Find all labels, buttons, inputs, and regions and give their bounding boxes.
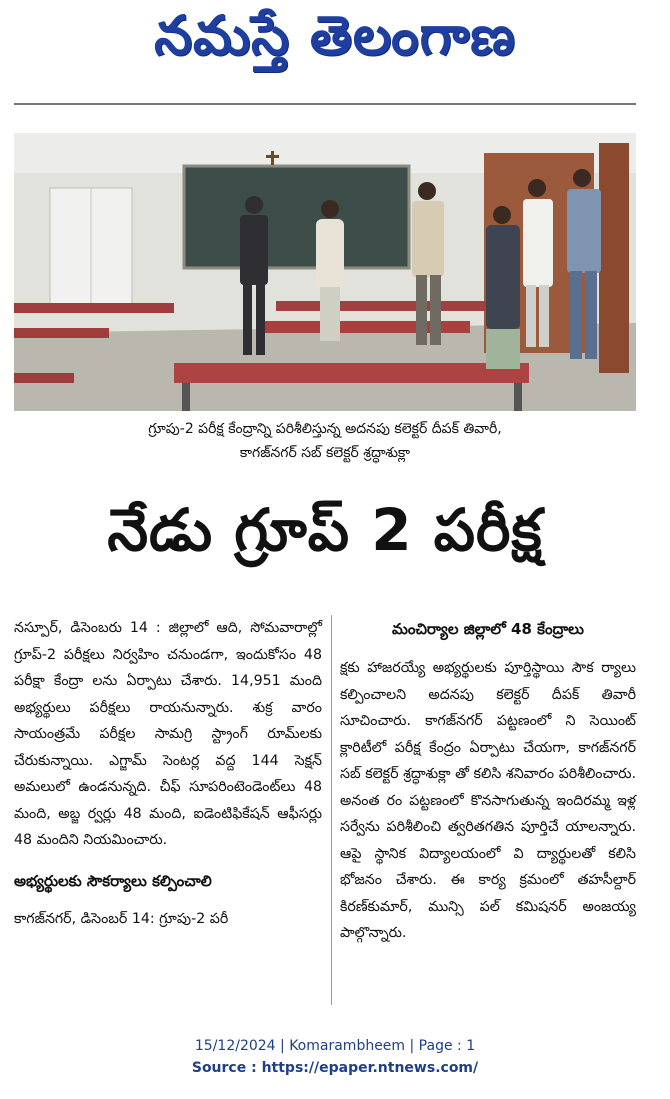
caption-line: గ్రూపు-2 పరీక్ష కేంద్రాన్ని పరిశీలిస్తున్న అదనపు కలెక్టర్ దీపక్ తివారీ, [148, 421, 502, 437]
article-paragraph: కాగజ్‌నగర్, డిసెంబర్ 14: గ్రూపు-2 పరీ [14, 911, 229, 927]
footer-source-link[interactable]: Source : https://epaper.ntnews.com/ [191, 1060, 479, 1076]
masthead-rule [14, 103, 636, 105]
footer-date-edition: 15/12/2024 | Komarambheem | Page : 1 [194, 1038, 476, 1054]
article-subhead: అభ్యర్థులకు సౌకర్యాలు కల్పించాలి [14, 871, 212, 890]
masthead [0, 0, 670, 100]
article-paragraph: క్షకు హాజరయ్యే అభ్యర్థులకు పూర్తిస్థాయి సౌక ర్యాలు కల్పించాలని అదనపు కలెక్టర్ దీపక్ తివారీ సూచించారు. కాగజ్‌నగర్ పట్టణంలో ని సెయింట్ క్లారిటీలో పరీక్ష కేంద్రం ఏర్పాటు చేయగా, కాగజ్‌నగర్ సబ్ కలెక్టర్ శ్రద్ధాశుక్లా తో కలిసి శనివారం పరిశీలించారు. అనంత రం పట్టణంలో కొనసాగుతున్న ఇందిరమ్మ ఇళ్ల సర్వేను పరిశీలించి త్వరితగతిన పూర్తిచే యాలన్నారు. ఆపై స్థానిక విద్యాలయంలో వి ద్యార్థులతో కలిసి భోజనం చేశారు. ఈ కార్య క్రమంలో తహసీల్దార్ కిరణ్‌కుమార్, మున్సి పల్ కమిషనర్ అంజయ్య పాల్గొన్నారు. [340, 660, 636, 941]
photo-caption [14, 417, 636, 465]
classroom-photo-illustration [14, 133, 636, 411]
article-subhead-right: మంచిర్యాల జిల్లాలో 48 కేంద్రాలు [391, 620, 585, 638]
column-divider [331, 615, 332, 1005]
article-paragraph: నస్పూర్, డిసెంబరు 14 : జిల్లాలో ఆది, సోమవారాల్లో గ్రూప్-2 పరీక్షలు నిర్వహిం చనుండగా, ఇందుకోసం 48 పరీక్షా కేంద్రా లను ఏర్పాటు చేశారు. 14,951 మంది అభ్యర్థులు పరీక్షలు రాయనున్నారు. శుక్ర వారం సాయంత్రమే పరీక్షల సామగ్రి స్ట్రాంగ్ రూమ్‌లకు చేరుకున్నాయి. ఎగ్జామ్ సెంటర్ల వద్ద 144 సెక్షన్ అమలులో ఉండనున్నది. చీఫ్ సూపరింటెండెంట్‌లు 48 మంది, అబ్జ ర్వర్లు 48 మంది, ఐడెంటిఫికేషన్ ఆఫీసర్లు 48 మందిని నియమించారు. [14, 620, 322, 848]
caption-line: కాగజ్‌నగర్ సబ్ కలెక్టర్ శ్రద్ధాశుక్లా [239, 445, 411, 461]
news-photo [14, 133, 636, 411]
article-column-left [14, 615, 322, 933]
main-headline: నేడు గ్రూప్ 2 పరీక్ష [107, 496, 543, 564]
article-column-right [340, 655, 636, 947]
newspaper-logo: నమస్తే తెలంగాణ [154, 4, 516, 67]
